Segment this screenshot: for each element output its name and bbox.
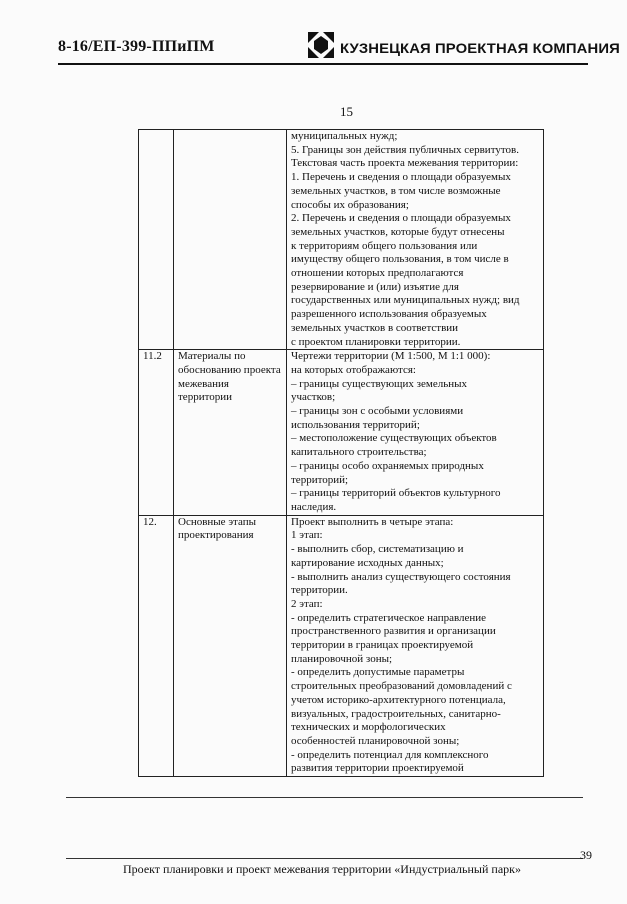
row-number: 12. <box>139 515 174 776</box>
description-line: технических и морфологических <box>291 721 446 734</box>
row-description <box>287 130 544 350</box>
description-line: – границы зон с особыми условиями <box>291 405 464 418</box>
description-line: резервирование и (или) изъятие для <box>291 280 459 293</box>
description-line: строительных преобразований домовладений с <box>291 680 512 693</box>
description-line: – границы существующих земельных <box>291 377 467 390</box>
description-line: 1 этап: <box>291 529 323 542</box>
row-description <box>287 350 544 515</box>
description-line: планировочной зоны; <box>291 652 393 665</box>
description-line: участков; <box>291 391 336 404</box>
description-line: наследия. <box>291 500 337 513</box>
description-line: Текстовая часть проекта межевания территории: <box>291 157 519 170</box>
description-line: – границы особо охраняемых природных <box>291 459 484 472</box>
footer-page-number: 39 <box>580 848 592 862</box>
footer-rule-top <box>66 797 583 798</box>
description-line: - выполнить сбор, систематизацию и <box>291 543 464 556</box>
description-line: земельных участков, в том числе возможные <box>291 184 501 197</box>
description-line: Проект выполнить в четыре этапа: <box>291 515 454 528</box>
table-row <box>139 130 544 350</box>
row-number: 11.2 <box>139 350 174 515</box>
description-line: территорий; <box>291 473 349 486</box>
description-line: 5. Границы зон действия публичных сервитутов. <box>291 143 519 156</box>
row-description <box>287 515 544 776</box>
description-line: государственных или муниципальных нужд; вид <box>291 294 520 307</box>
page-number: 15 <box>340 104 353 119</box>
description-line: 1. Перечень и сведения о площади образуемых <box>291 171 511 184</box>
description-line: использования территорий; <box>291 418 420 431</box>
description-line: – границы территорий объектов культурного <box>291 487 501 500</box>
description-line: - выполнить анализ существующего состояния <box>291 570 511 583</box>
description-line: способы их образования; <box>291 198 409 211</box>
description-line: муниципальных нужд; <box>291 130 398 142</box>
description-line: визуальных, градостроительных, санитарно- <box>291 707 501 720</box>
description-line: - определить стратегическое направление <box>291 611 487 624</box>
row-title: Материалы по обоснованию проекта межевания территории <box>174 350 287 515</box>
footer-rule-bottom <box>66 858 583 859</box>
row-number <box>139 130 174 350</box>
description-line: - определить потенциал для комплексного <box>291 748 489 761</box>
description-line: с проектом планировки территории. <box>291 335 461 348</box>
description-line: – местоположение существующих объектов <box>291 432 497 445</box>
description-line: территории в границах проектируемой <box>291 639 474 652</box>
row-title <box>174 130 287 350</box>
description-line: на которых отображаются: <box>291 363 416 376</box>
footer-text: Проект планировки и проект межевания территории «Индустриальный парк» <box>123 862 521 876</box>
table-row <box>139 350 544 515</box>
description-line: разрешенного использования образуемых <box>291 308 487 321</box>
row-title: Основные этапы проектирования <box>174 515 287 776</box>
header-rule <box>58 63 588 65</box>
description-line: 2. Перечень и сведения о площади образуемых <box>291 212 511 225</box>
requirements-table <box>138 129 544 777</box>
description-line: Чертежи территории (М 1:500, М 1:1 000): <box>291 350 491 363</box>
description-line: капитального строительства; <box>291 446 427 459</box>
description-line: особенностей планировочной зоны; <box>291 734 460 747</box>
header-doc-code: 8-16/ЕП-399-ППиПМ <box>58 38 215 55</box>
description-line: к территориям общего пользования или <box>291 239 478 252</box>
description-line: учетом историко-архитектурного потенциала, <box>291 693 506 706</box>
description-line: имуществу общего пользования, в том числе в <box>291 253 509 266</box>
description-line: земельных участков в соответствии <box>291 321 459 334</box>
description-line: территории. <box>291 584 348 597</box>
description-line: - определить допустимые параметры <box>291 666 465 679</box>
company-logo-icon <box>308 32 334 58</box>
company-name: КУЗНЕЦКАЯ ПРОЕКТНАЯ КОМПАНИЯ <box>340 40 620 56</box>
description-line: пространственного развития и организации <box>291 625 496 638</box>
table-row <box>139 515 544 776</box>
description-line: отношении которых предполагаются <box>291 267 464 280</box>
description-line: земельных участков, которые будут отнесены <box>291 225 505 238</box>
description-line: 2 этап: <box>291 597 323 610</box>
description-line: картирование исходных данных; <box>291 556 444 569</box>
description-line: развития территории проектируемой <box>291 762 464 775</box>
